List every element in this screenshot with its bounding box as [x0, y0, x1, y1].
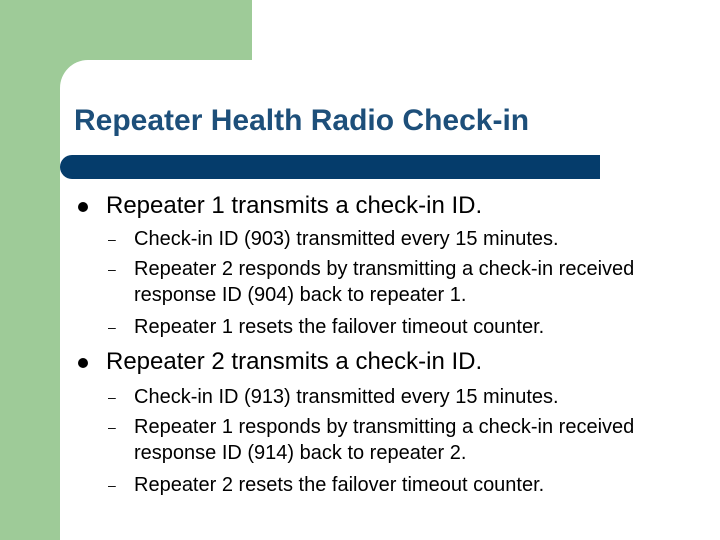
- sub-bullet-1-3: [108, 314, 654, 340]
- dash-icon: –: [108, 231, 116, 247]
- sub-bullet-2-1: [108, 384, 654, 410]
- sub-bullet-2-2: [108, 414, 654, 466]
- dash-icon: –: [108, 419, 116, 435]
- sub-bullet-1-1: [108, 226, 654, 252]
- dash-icon: –: [108, 319, 116, 335]
- dash-icon: –: [108, 389, 116, 405]
- sub-bullet-text: Repeater 2 responds by transmitting a check-in received response ID (904) back to repeater 1.: [134, 258, 635, 306]
- slide-title: Repeater Health Radio Check-in: [74, 104, 530, 137]
- bullet-2: [74, 348, 482, 376]
- sub-bullet-1-2: [108, 256, 654, 308]
- sub-bullet-text: Repeater 1 responds by transmitting a check-in received response ID (914) back to repeater 2.: [134, 416, 635, 464]
- bullet-dot-icon: [78, 202, 88, 212]
- bullet-1: [74, 192, 482, 220]
- sub-bullet-text: Repeater 1 resets the failover timeout counter.: [134, 316, 545, 338]
- title-underline-bar: [60, 155, 600, 179]
- bullet-dot-icon: [78, 358, 88, 368]
- sub-bullet-text: Check-in ID (913) transmitted every 15 minutes.: [134, 386, 559, 408]
- bullet-1-text: Repeater 1 transmits a check-in ID.: [106, 192, 483, 219]
- dash-icon: –: [108, 261, 116, 277]
- dash-icon: –: [108, 477, 116, 493]
- bullet-2-text: Repeater 2 transmits a check-in ID.: [106, 348, 483, 375]
- sub-bullet-text: Check-in ID (903) transmitted every 15 minutes.: [134, 228, 559, 250]
- sub-bullet-2-3: [108, 472, 654, 498]
- sub-bullet-text: Repeater 2 resets the failover timeout counter.: [134, 474, 545, 496]
